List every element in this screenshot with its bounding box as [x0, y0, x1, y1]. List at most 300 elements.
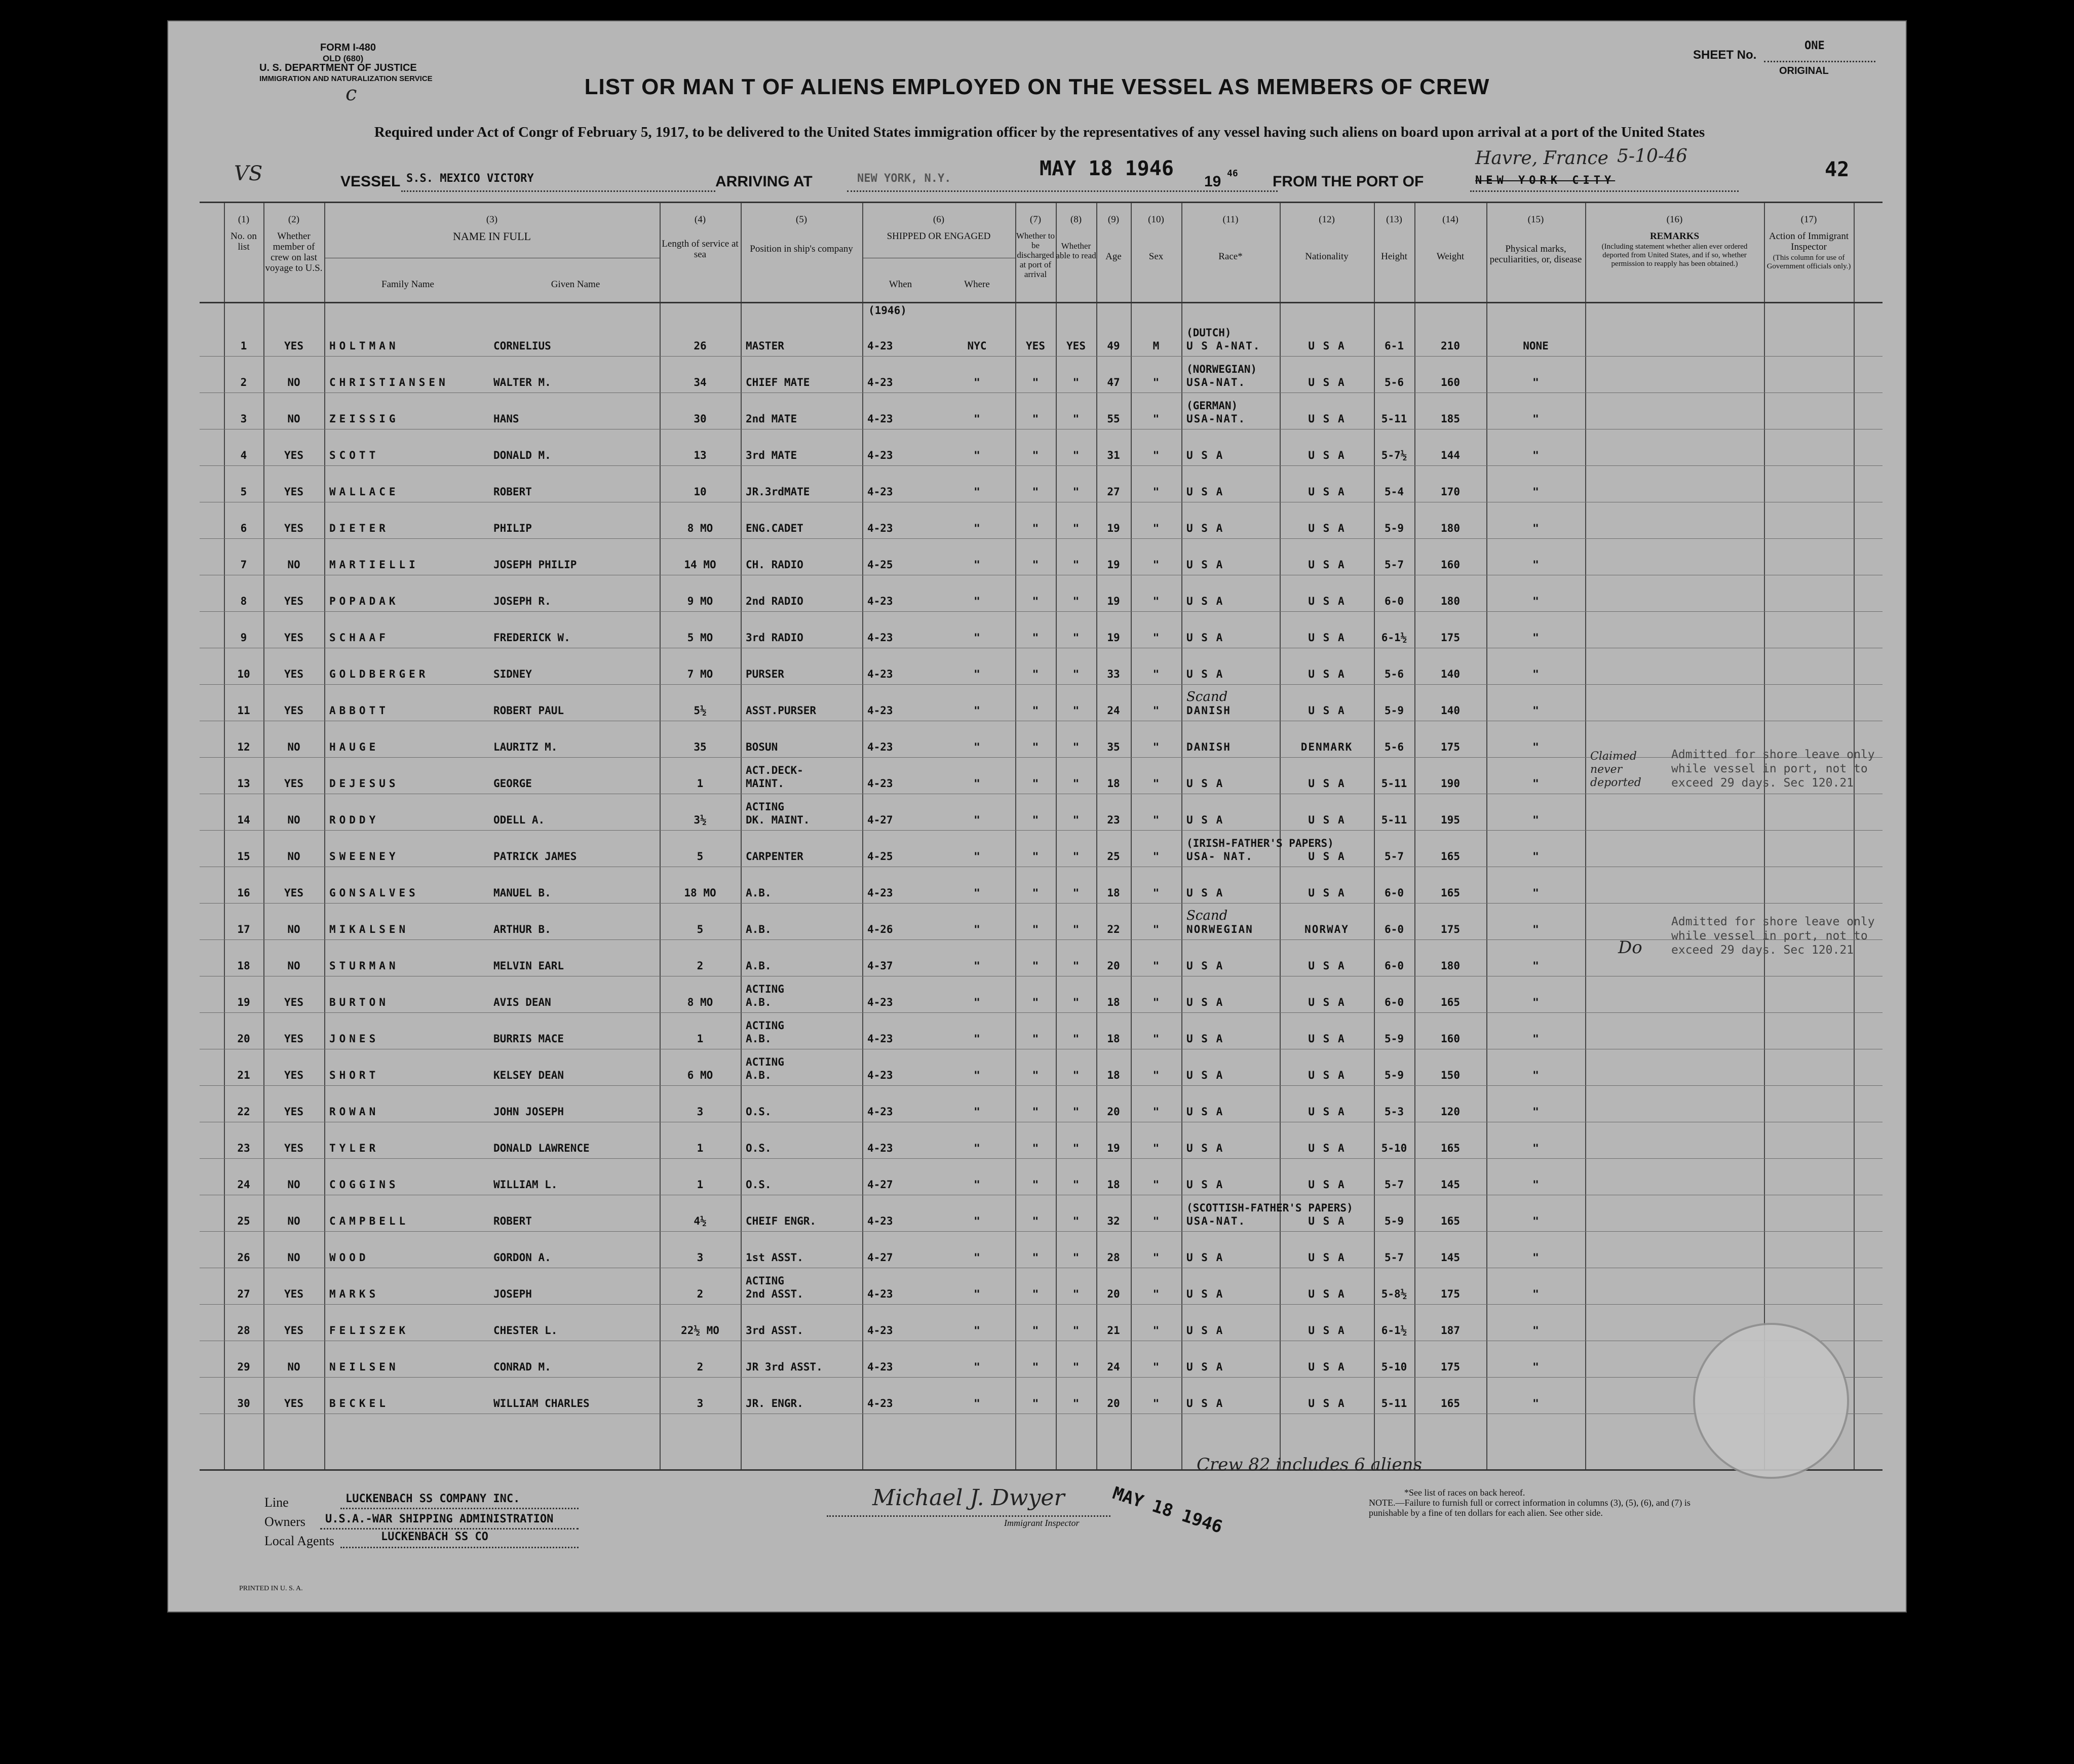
remark-12-handwritten: Claimed never deported — [1590, 750, 1641, 789]
cell-marks: " — [1532, 850, 1539, 863]
cell-no: 10 — [237, 668, 250, 680]
col-header-no: No. on list — [231, 231, 257, 252]
from-port-handwritten: Havre, France — [1475, 148, 1608, 169]
form-number: FORM I-480 — [320, 42, 376, 53]
cell-height: 5-9 — [1385, 1069, 1404, 1081]
cell-discharged: " — [1032, 1324, 1039, 1337]
cell-discharged: " — [1032, 1033, 1039, 1045]
cell-height: 5-9 — [1385, 522, 1404, 534]
cell-race: U S A — [1186, 486, 1224, 498]
cell-read: " — [1072, 413, 1080, 425]
cell-when: 4-26 — [867, 923, 893, 935]
cell-discharged: " — [1032, 449, 1039, 461]
col-header-marks: Physical marks, peculiarities, or, disease — [1489, 244, 1582, 265]
cell-age: 19 — [1107, 632, 1120, 644]
cell-where: " — [974, 887, 980, 899]
cell-when: 4-23 — [867, 1142, 893, 1154]
cell-last: YES — [284, 632, 303, 644]
cell-nationality: U S A — [1308, 850, 1346, 863]
cell-weight: 175 — [1441, 923, 1460, 935]
cell-nationality: U S A — [1308, 704, 1346, 717]
cell-position: O.S. — [746, 1106, 772, 1118]
cell-height: 5-7 — [1385, 1251, 1404, 1264]
cell-sex: " — [1153, 887, 1160, 899]
cell-sex: " — [1153, 1106, 1160, 1118]
cell-given: LAURITZ M. — [493, 741, 558, 753]
cell-weight: 180 — [1441, 960, 1460, 972]
cell-race: U S A — [1186, 960, 1224, 972]
cell-discharged: " — [1032, 1251, 1039, 1264]
cell-read: " — [1072, 777, 1080, 790]
cell-race: U S A — [1186, 1324, 1224, 1337]
cell-when: 4-25 — [867, 559, 893, 571]
cell-service: 8 MO — [687, 996, 713, 1008]
original-label: ORIGINAL — [1779, 65, 1829, 76]
cell-where: " — [974, 923, 980, 935]
cell-position: MASTER — [746, 340, 784, 352]
cell-where: " — [974, 1324, 980, 1337]
cell-read: " — [1072, 1288, 1080, 1300]
cell-last: YES — [284, 340, 303, 352]
cell-height: 5-6 — [1385, 668, 1404, 680]
cell-age: 31 — [1107, 449, 1120, 461]
cell-sex: " — [1153, 850, 1160, 863]
cell-race: U S A — [1186, 1069, 1224, 1081]
col-num-13: (13) — [1386, 214, 1402, 225]
cell-where: " — [974, 413, 980, 425]
cell-where: " — [974, 522, 980, 534]
inspector-signature: Michael J. Dwyer — [872, 1485, 1065, 1511]
cell-weight: 175 — [1441, 1288, 1460, 1300]
cell-height: 5-8½ — [1381, 1288, 1407, 1300]
cell-service: 30 — [694, 413, 707, 425]
cell-race: U S A — [1186, 1179, 1224, 1191]
cell-nationality: U S A — [1308, 1215, 1346, 1227]
col-num-4: (4) — [694, 214, 706, 225]
printed-in: PRINTED IN U. S. A. — [239, 1585, 303, 1592]
cell-family: BURTON — [329, 996, 389, 1008]
see-list-note: *See list of races on back hereof. — [1404, 1487, 1525, 1498]
cell-given: MELVIN EARL — [493, 960, 564, 972]
cell-when: 4-23 — [867, 1033, 893, 1045]
cell-nationality: U S A — [1308, 559, 1346, 571]
cell-weight: 165 — [1441, 1397, 1460, 1409]
cell-read: " — [1072, 850, 1080, 863]
cell-height: 6-0 — [1385, 960, 1404, 972]
cell-marks: " — [1532, 960, 1539, 972]
cell-weight: 145 — [1441, 1179, 1460, 1191]
cell-discharged: " — [1032, 741, 1039, 753]
cell-race-note: Scand — [1186, 908, 1228, 923]
cell-age: 20 — [1107, 1288, 1120, 1300]
cell-position: A.B. — [746, 1069, 772, 1081]
cell-read: " — [1072, 595, 1080, 607]
cell-age: 27 — [1107, 486, 1120, 498]
cell-family: BECKEL — [329, 1397, 389, 1409]
cell-weight: 165 — [1441, 996, 1460, 1008]
cell-when: 4-23 — [867, 340, 893, 352]
cell-nationality: U S A — [1308, 777, 1346, 790]
col-header-sex: Sex — [1148, 251, 1164, 262]
cell-weight: 140 — [1441, 704, 1460, 717]
cell-where: " — [974, 1215, 980, 1227]
cell-read: " — [1072, 1397, 1080, 1409]
col-num-12: (12) — [1319, 214, 1335, 225]
cell-position: O.S. — [746, 1179, 772, 1191]
cell-race: U S A — [1186, 1361, 1224, 1373]
cell-weight: 165 — [1441, 850, 1460, 863]
col-header-discharged: Whether to be discharged at port of arrival — [1016, 231, 1055, 279]
col-header-given: Given Name — [551, 279, 600, 290]
table-row — [200, 502, 1883, 539]
cell-position: A.B. — [746, 887, 772, 899]
cell-height: 5-9 — [1385, 1215, 1404, 1227]
cell-race: U S A — [1186, 1142, 1224, 1154]
cell-weight: 190 — [1441, 777, 1460, 790]
cell-height: 5-10 — [1381, 1142, 1407, 1154]
cell-marks: " — [1532, 1251, 1539, 1264]
cell-discharged: " — [1032, 632, 1039, 644]
cell-age: 25 — [1107, 850, 1120, 863]
cell-sex: " — [1153, 1179, 1160, 1191]
table-row — [200, 1377, 1883, 1414]
col-header-last-voyage: Whether member of crew on last voyage to U.S. — [265, 231, 323, 273]
cell-when: 4-23 — [867, 704, 893, 717]
cell-age: 24 — [1107, 1361, 1120, 1373]
cell-read: YES — [1066, 340, 1086, 352]
cell-last: YES — [284, 522, 303, 534]
cell-family: NEILSEN — [329, 1361, 399, 1373]
cell-when: 4-23 — [867, 741, 893, 753]
col-header-weight: Weight — [1436, 251, 1465, 262]
table-row — [200, 976, 1883, 1013]
col-header-when: When — [889, 279, 912, 290]
cell-given: ODELL A. — [493, 814, 545, 826]
cell-service: 9 MO — [687, 595, 713, 607]
hand-mark-c: c — [345, 82, 357, 105]
cell-given: CHESTER L. — [493, 1324, 558, 1337]
cell-read: " — [1072, 704, 1080, 717]
cell-family: GONSALVES — [329, 887, 419, 899]
cell-read: " — [1072, 1215, 1080, 1227]
service: IMMIGRATION AND NATURALIZATION SERVICE — [259, 74, 433, 83]
cell-sex: " — [1153, 1361, 1160, 1373]
cell-no: 4 — [240, 449, 247, 461]
cell-service: 2 — [697, 960, 704, 972]
cell-given: MANUEL B. — [493, 887, 551, 899]
cell-when: 4-23 — [867, 522, 893, 534]
cell-last: YES — [284, 1033, 303, 1045]
fine-note: NOTE.—Failure to furnish full or correct information in columns (3), (5), (6), and (7) is punishable by a fine of ten dollars for each alien. See other side. — [1369, 1498, 1691, 1518]
cell-marks: " — [1532, 559, 1539, 571]
cell-last: NO — [287, 1179, 300, 1191]
cell-given: AVIS DEAN — [493, 996, 551, 1008]
arriving-line — [847, 190, 1278, 192]
cell-nationality: U S A — [1308, 814, 1346, 826]
cell-last: YES — [284, 887, 303, 899]
cell-marks: NONE — [1523, 340, 1549, 352]
cell-given: ARTHUR B. — [493, 923, 551, 935]
col-header-action-detail: (This column for use of Government officials only.) — [1766, 254, 1851, 270]
cell-last: NO — [287, 559, 300, 571]
cell-nationality: U S A — [1308, 1142, 1346, 1154]
cell-family: JONES — [329, 1033, 379, 1045]
cell-nationality: U S A — [1308, 340, 1346, 352]
cell-weight: 145 — [1441, 1251, 1460, 1264]
table-row — [200, 1231, 1883, 1268]
cell-marks: " — [1532, 1361, 1539, 1373]
cell-age: 18 — [1107, 996, 1120, 1008]
cell-family: CAMPBELL — [329, 1215, 409, 1227]
cell-last: NO — [287, 376, 300, 388]
col-header-remarks: REMARKS — [1649, 231, 1700, 242]
cell-when: 4-27 — [867, 1179, 893, 1191]
cell-last: YES — [284, 486, 303, 498]
cell-given: WILLIAM L. — [493, 1179, 558, 1191]
vessel-label: VESSEL — [340, 173, 401, 190]
cell-height: 6-0 — [1385, 887, 1404, 899]
cell-nationality: U S A — [1308, 595, 1346, 607]
cell-discharged: " — [1032, 1142, 1039, 1154]
table-row — [200, 1341, 1883, 1378]
cell-family: DIETER — [329, 522, 389, 534]
cell-where: " — [974, 814, 980, 826]
footer-owners-value: U.S.A.-WAR SHIPPING ADMINISTRATION — [325, 1513, 554, 1525]
cell-discharged: " — [1032, 376, 1039, 388]
table-row — [200, 320, 1883, 357]
cell-last: NO — [287, 413, 300, 425]
cell-read: " — [1072, 1324, 1080, 1337]
cell-family: MARTIELLI — [329, 559, 419, 571]
cell-weight: 175 — [1441, 741, 1460, 753]
sheet-label: SHEET No. — [1693, 48, 1757, 62]
cell-sex: " — [1153, 449, 1160, 461]
cell-where: " — [974, 996, 980, 1008]
cell-nationality: U S A — [1308, 1069, 1346, 1081]
cell-nationality: U S A — [1308, 1361, 1346, 1373]
cell-family: COGGINS — [329, 1179, 399, 1191]
vessel-line — [401, 190, 715, 192]
cell-when: 4-23 — [867, 1069, 893, 1081]
cell-last: YES — [284, 1288, 303, 1300]
cell-discharged: " — [1032, 1361, 1039, 1373]
cell-read: " — [1072, 814, 1080, 826]
cell-discharged: " — [1032, 595, 1039, 607]
col-header-race: Race* — [1218, 251, 1243, 262]
cell-marks: " — [1532, 595, 1539, 607]
cell-height: 5-11 — [1381, 777, 1407, 790]
cell-service: 7 MO — [687, 668, 713, 680]
cell-position-prefix: ACTING — [746, 983, 784, 995]
remark-17-handwritten: Do — [1618, 937, 1642, 958]
table-row — [200, 465, 1883, 502]
cell-sex: " — [1153, 1251, 1160, 1264]
cell-read: " — [1072, 522, 1080, 534]
cell-last: NO — [287, 1215, 300, 1227]
cell-service: 4½ — [694, 1215, 707, 1227]
cell-position: A.B. — [746, 996, 772, 1008]
cell-marks: " — [1532, 668, 1539, 680]
cell-race: U S A — [1186, 814, 1224, 826]
cell-service: 1 — [697, 1033, 704, 1045]
col-header-action: Action of Immigrant Inspector — [1769, 231, 1849, 252]
cell-race: U S A — [1186, 522, 1224, 534]
cell-weight: 160 — [1441, 1033, 1460, 1045]
cell-nationality: NORWAY — [1304, 923, 1349, 935]
cell-race: U S A — [1186, 1251, 1224, 1264]
cell-family: POPADAK — [329, 595, 399, 607]
cell-discharged: " — [1032, 996, 1039, 1008]
cell-no: 24 — [237, 1179, 250, 1191]
cell-given: GEORGE — [493, 777, 532, 790]
cell-family: SWEENEY — [329, 850, 399, 863]
cell-age: 47 — [1107, 376, 1120, 388]
cell-race: U S A — [1186, 1033, 1224, 1045]
cell-age: 49 — [1107, 340, 1120, 352]
cell-age: 33 — [1107, 668, 1120, 680]
cell-position: MAINT. — [746, 777, 784, 790]
cell-discharged: " — [1032, 1397, 1039, 1409]
col-num-8: (8) — [1070, 214, 1082, 225]
cell-nationality: U S A — [1308, 632, 1346, 644]
cell-position: BOSUN — [746, 741, 778, 753]
cell-race: U S A — [1186, 449, 1224, 461]
cell-race-note: (SCOTTISH-FATHER'S PAPERS) — [1186, 1202, 1353, 1214]
cell-sex: " — [1153, 1069, 1160, 1081]
cell-race: USA- NAT. — [1186, 850, 1253, 863]
cell-where: " — [974, 449, 980, 461]
cell-service: 1 — [697, 1142, 704, 1154]
cell-discharged: " — [1032, 850, 1039, 863]
cell-marks: " — [1532, 1142, 1539, 1154]
cell-age: 18 — [1107, 887, 1120, 899]
cell-where: " — [974, 741, 980, 753]
cell-race: U S A — [1186, 1288, 1224, 1300]
cell-when: 4-23 — [867, 632, 893, 644]
cell-service: 3 — [697, 1397, 704, 1409]
cell-last: YES — [284, 777, 303, 790]
col-header-shipped: SHIPPED OR ENGAGED — [887, 231, 991, 242]
footer-owners-label: Owners — [264, 1514, 305, 1529]
cell-nationality: U S A — [1308, 522, 1346, 534]
cell-family: FELISZEK — [329, 1324, 409, 1337]
table-row — [200, 1158, 1883, 1195]
cell-read: " — [1072, 1106, 1080, 1118]
cell-given: KELSEY DEAN — [493, 1069, 564, 1081]
cell-height: 5-7 — [1385, 559, 1404, 571]
cell-height: 5-11 — [1381, 413, 1407, 425]
cell-height: 5-11 — [1381, 814, 1407, 826]
cell-where: " — [974, 632, 980, 644]
cell-nationality: U S A — [1308, 887, 1346, 899]
cell-height: 6-1½ — [1381, 1324, 1407, 1337]
cell-service: 8 MO — [687, 522, 713, 534]
cell-nationality: U S A — [1308, 1033, 1346, 1045]
page-subtitle: Required under Act of Congr of February 5, 1917, to be delivered to the United States immigration officer by the representatives of any vessel having such aliens on board upon arrival at a port of the United States — [374, 124, 1705, 140]
table-row — [200, 830, 1883, 867]
cell-service: 3 — [697, 1106, 704, 1118]
cell-nationality: U S A — [1308, 1251, 1346, 1264]
cell-nationality: U S A — [1308, 1179, 1346, 1191]
cell-given: FREDERICK W. — [493, 632, 570, 644]
table-row — [200, 867, 1883, 904]
cell-position-prefix: ACTING — [746, 1056, 784, 1068]
page-number: 42 — [1825, 158, 1850, 181]
cell-when: 4-37 — [867, 960, 893, 972]
col-num-17: (17) — [1800, 214, 1817, 225]
cell-family: ABBOTT — [329, 704, 389, 717]
cell-weight: 170 — [1441, 486, 1460, 498]
cell-weight: 165 — [1441, 887, 1460, 899]
cell-no: 13 — [237, 777, 250, 790]
cell-marks: " — [1532, 741, 1539, 753]
cell-marks: " — [1532, 1288, 1539, 1300]
table-row — [200, 1195, 1883, 1232]
cell-race: DANISH — [1186, 704, 1231, 717]
cell-service: 14 MO — [684, 559, 716, 571]
cell-nationality: U S A — [1308, 960, 1346, 972]
cell-family: SCHAAF — [329, 632, 389, 644]
cell-given: GORDON A. — [493, 1251, 551, 1264]
cell-marks: " — [1532, 1397, 1539, 1409]
cell-race: U S A — [1186, 887, 1224, 899]
table-row — [200, 903, 1883, 940]
cell-height: 5-10 — [1381, 1361, 1407, 1373]
cell-service: 34 — [694, 376, 707, 388]
cell-last: NO — [287, 814, 300, 826]
col-num-3: (3) — [486, 214, 498, 225]
cell-race: U S A — [1186, 632, 1224, 644]
cell-position: O.S. — [746, 1142, 772, 1154]
cell-marks: " — [1532, 1324, 1539, 1337]
col-header-position: Position in ship's company — [750, 244, 853, 254]
cell-family: SCOTT — [329, 449, 379, 461]
table-row — [200, 429, 1883, 466]
cell-position: A.B. — [746, 923, 772, 935]
cell-height: 5-6 — [1385, 741, 1404, 753]
cell-sex: " — [1153, 632, 1160, 644]
cell-read: " — [1072, 1361, 1080, 1373]
table-row — [200, 648, 1883, 685]
cell-given: CORNELIUS — [493, 340, 551, 352]
cell-family: RODDY — [329, 814, 379, 826]
cell-last: YES — [284, 449, 303, 461]
cell-position-prefix: ACT.DECK- — [746, 764, 803, 776]
cell-age: 20 — [1107, 960, 1120, 972]
cell-no: 19 — [237, 996, 250, 1008]
table-row — [200, 538, 1883, 575]
cell-discharged: " — [1032, 486, 1039, 498]
table-row — [200, 393, 1883, 429]
cell-position: DK. MAINT. — [746, 814, 810, 826]
cell-race: USA-NAT. — [1186, 413, 1246, 425]
cell-when: 4-23 — [867, 449, 893, 461]
col-header-family: Family Name — [381, 279, 434, 290]
cell-where: " — [974, 1251, 980, 1264]
cell-discharged: " — [1032, 777, 1039, 790]
cell-sex: " — [1153, 741, 1160, 753]
cell-when: 4-23 — [867, 1288, 893, 1300]
cell-service: 10 — [694, 486, 707, 498]
cell-no: 29 — [237, 1361, 250, 1373]
year-prefix: 19 — [1204, 173, 1221, 190]
cell-no: 25 — [237, 1215, 250, 1227]
cell-position: ENG.CADET — [746, 522, 803, 534]
cell-nationality: U S A — [1308, 449, 1346, 461]
cell-marks: " — [1532, 996, 1539, 1008]
cell-race: USA-NAT. — [1186, 376, 1246, 388]
cell-when: 4-23 — [867, 595, 893, 607]
